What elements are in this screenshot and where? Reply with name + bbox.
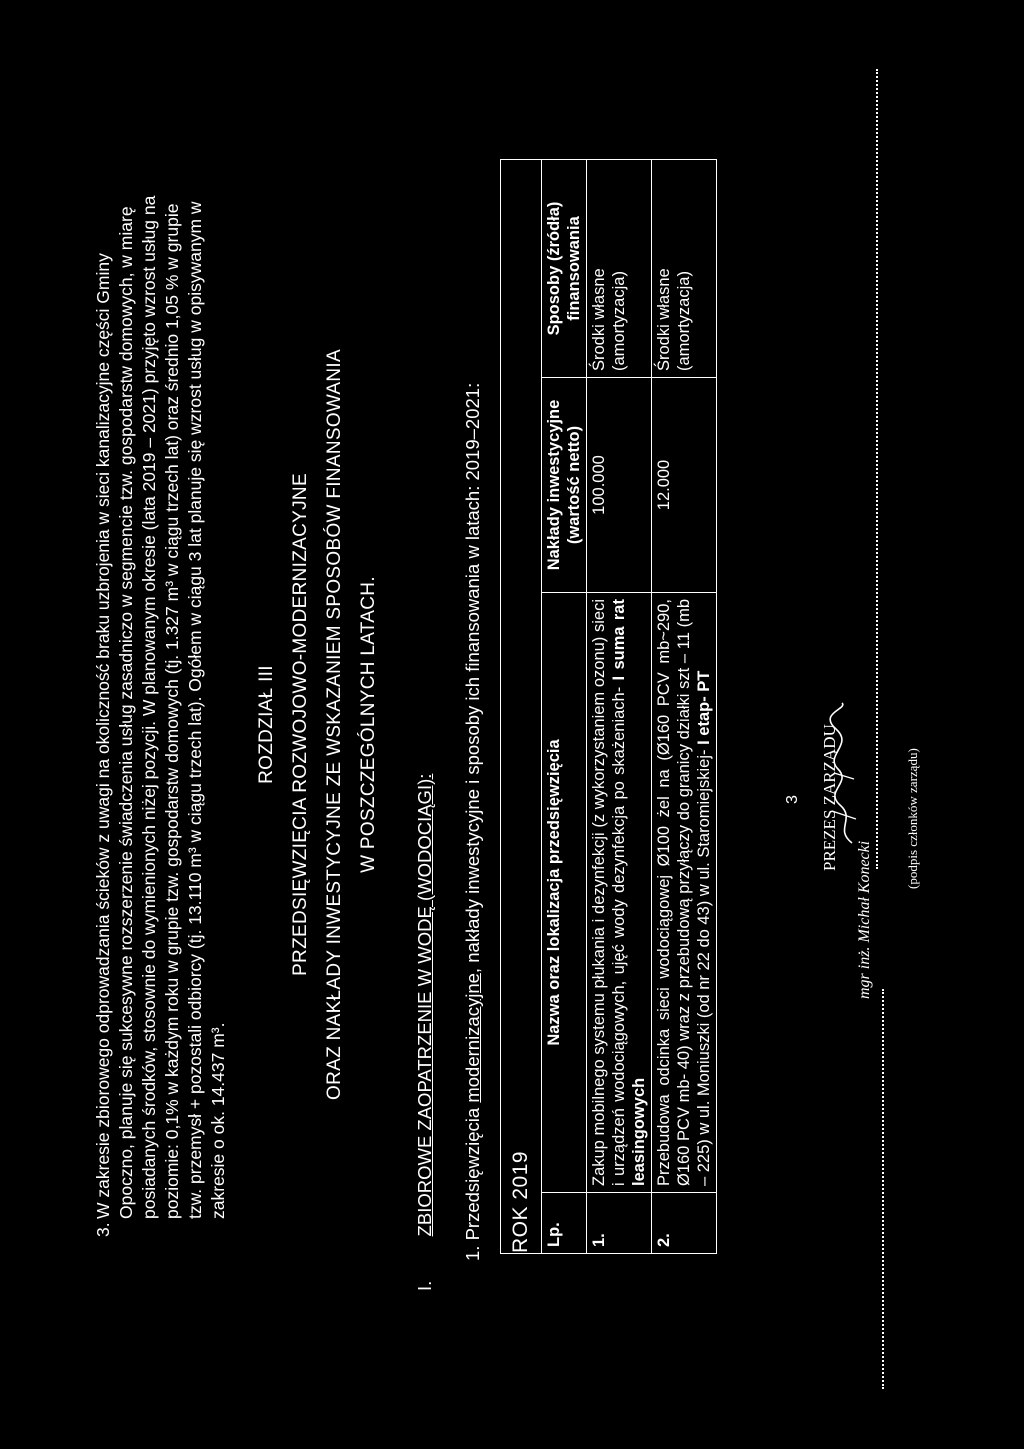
signature-name: mgr inż. Michał Konecki	[856, 840, 873, 999]
investment-table	[500, 159, 717, 1254]
header-financing: Sposoby (źródła) finansowania	[542, 160, 586, 378]
row-name	[652, 593, 716, 1193]
paragraph-line: posiadanych środków, stosownie do wymienionych niżej pozycji. W planowanym okresie (lata 2019 – 2021) przyjęto wzrost usług na	[139, 195, 159, 1219]
paragraph-line: poziomie: 0,1% w każdym roku w grupie tzw. gospodarstw domowych (tj. 1.327 m³ w ciągu trzech lat) oraz średnio 1,05 % w grupie	[162, 203, 182, 1219]
header-lp: Lp.	[545, 1222, 563, 1247]
paragraph-line: tzw. przemysł + pozostali odbiorcy (tj. 13.110 m³ w ciągu trzech lat). Ogółem w ciągu 3 lat planuje się wzrost usług w opisywanym w	[185, 201, 205, 1219]
page-number: 3	[784, 795, 801, 804]
header-cost: Nakłady inwestycyjne (wartość netto)	[542, 378, 586, 593]
row-name-bold: I etap- PT	[695, 670, 713, 745]
row-cost: 12.000	[652, 378, 716, 593]
paragraph-number: 3.	[93, 1222, 113, 1237]
paragraph-line: zakresie o ok. 14.437 m³.	[208, 1022, 228, 1219]
paragraph-3	[92, 109, 230, 1237]
row-name-text: Przebudowa odcinka sieci wodociągowej Ø100 żel na (Ø160 PCV mb~290, Ø160 PCV mb- 40) wraz z przebudową przyłączy do granicy działki szt – 11 (mb – 225) w ul. Moniuszki (od nr 22 do 43) w ul. Staromiejskiej-	[655, 599, 713, 1186]
table-row	[651, 160, 716, 1253]
signature-dotted-line-left	[882, 989, 884, 1389]
row-name-bold: I suma rat leasingowych	[610, 599, 648, 1186]
section-title	[414, 774, 436, 1291]
row-financing: Środki własne (amortyzacja)	[587, 160, 651, 378]
row-name	[587, 593, 651, 1193]
signature-caption: (podpis członków zarządu)	[905, 748, 920, 889]
subsection-suffix: , nakłady inwestycyjne i sposoby ich finansowania w latach: 2019–2021:	[462, 382, 483, 974]
subsection-title	[462, 383, 484, 1261]
table-row	[586, 160, 651, 1253]
heading-line-2: ORAZ NAKŁADY INWESTYCYJNE ZE WSKAZANIEM SPOSOBÓW FINANSOWANIA	[324, 349, 345, 1100]
table-year: ROK 2019	[509, 1150, 532, 1253]
row-financing: Środki własne (amortyzacja)	[652, 160, 716, 378]
row-name-text: Zakup mobilnego systemu płukania i dezynfekcji (z wykorzystaniem ozonu) sieci i urządzeń wodociągowych, ujęć wody dezynfekcja po skażeniach-	[590, 599, 628, 1186]
row-lp: 2.	[655, 1233, 673, 1247]
section-title-text: ZBIOROWE ZAOPATRZENIE W WODĘ (WODOCIĄGI):	[414, 773, 435, 1237]
chapter-heading: ROZDZIAŁ III	[256, 665, 277, 784]
subsection-underlined: modernizacyjne	[462, 973, 483, 1103]
header-name: Nazwa oraz lokalizacja przedsięwzięcia	[542, 593, 586, 1193]
handwritten-signature-icon	[826, 699, 862, 849]
table-header-row	[541, 160, 586, 1253]
row-cost: 100.000	[587, 378, 651, 593]
signature-title: PREZES ZARZĄDU	[820, 724, 839, 871]
subsection-prefix: 1. Przedsięwzięcia	[462, 1102, 483, 1261]
heading-line-1: PRZEDSIĘWZIĘCIA ROZWOJOWO-MODERNIZACYJNE	[290, 473, 311, 976]
heading-line-3: W POSZCZEGÓLNYCH LATACH.	[358, 576, 379, 873]
section-number: I.	[414, 1280, 435, 1291]
row-lp: 1.	[590, 1233, 608, 1247]
paragraph-line: W zakresie zbiorowego odprowadzania ścieków z uwagi na okoliczność braku uzbrojenia w sieci kanalizacyjne części Gminy	[93, 253, 113, 1219]
signature-dotted-line	[876, 69, 878, 869]
paragraph-line: Opoczno, planuje się sukcesywne rozszerzenie świadczenia usług zasadniczo w segmencie tzw. gospodarstw domowych, w miarę	[116, 206, 136, 1219]
